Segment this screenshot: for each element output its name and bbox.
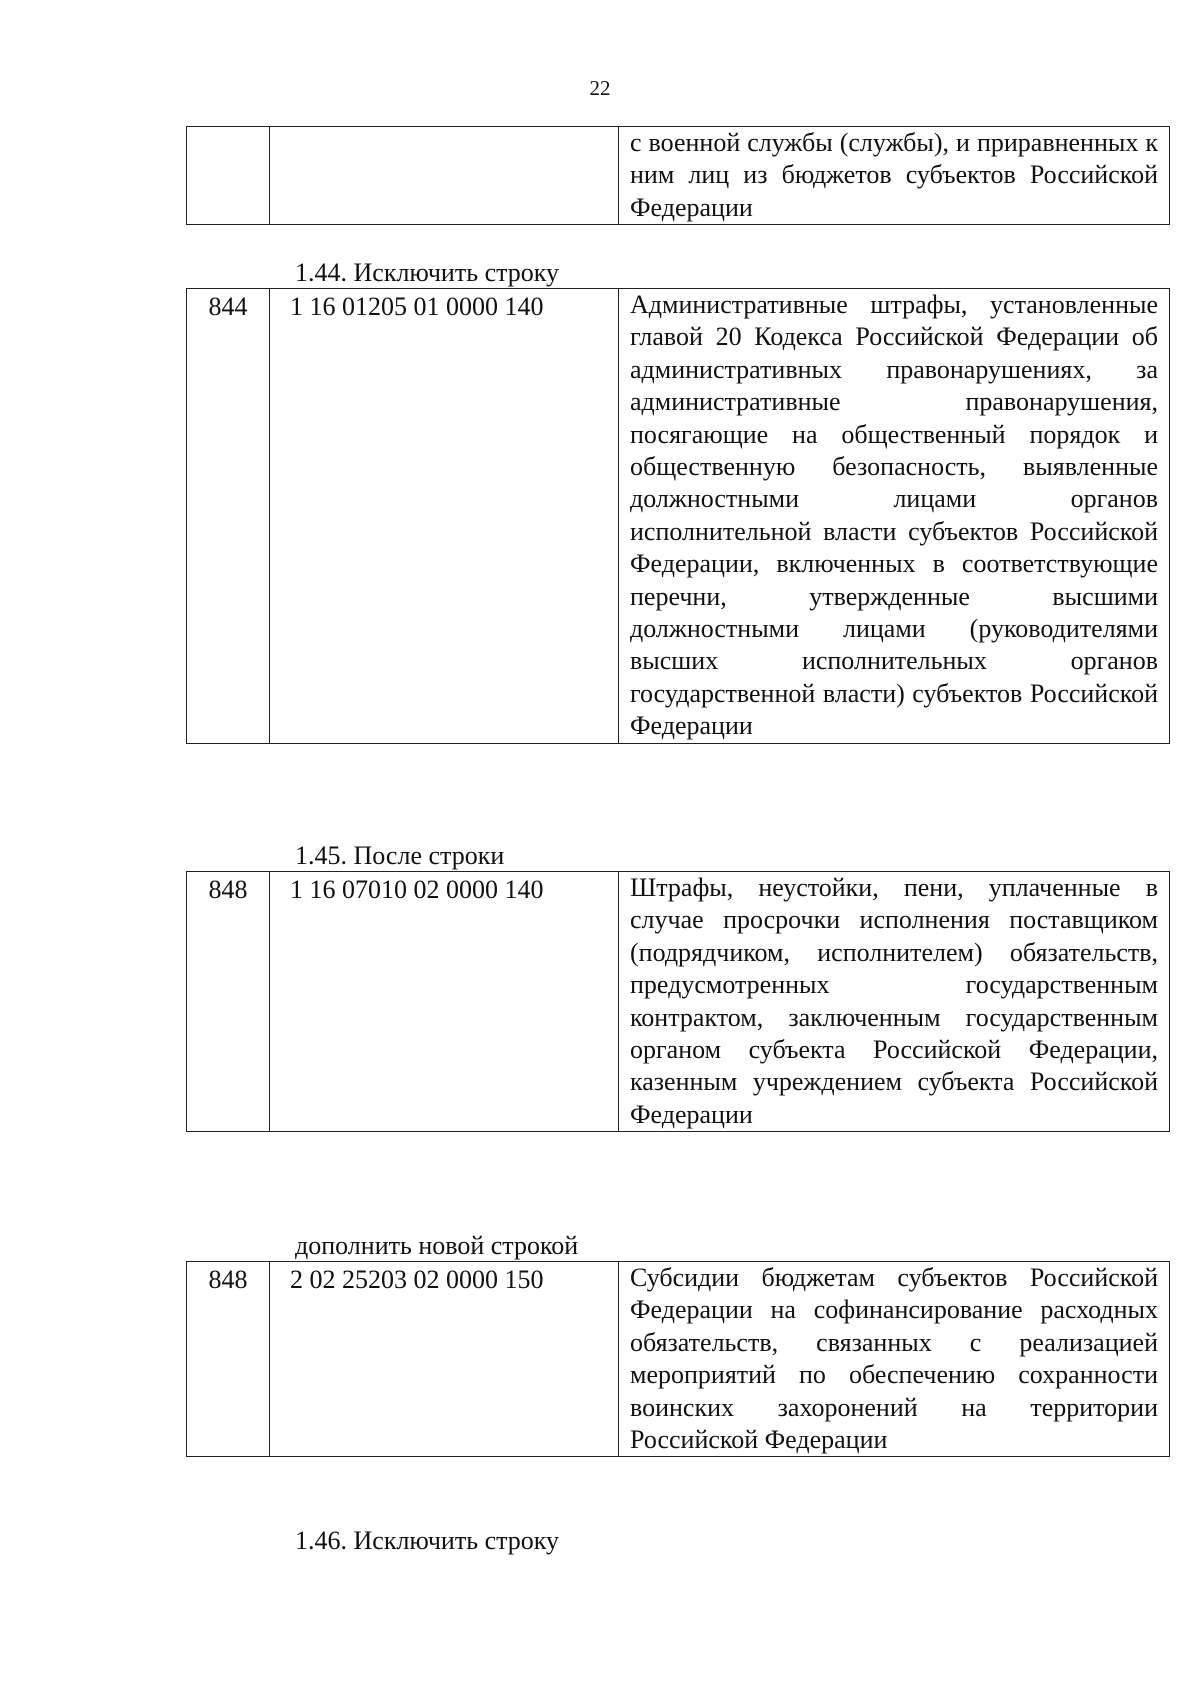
description-cell: Штрафы, неустойки, пени, уплаченные в случае просрочки исполнения поставщиком (подрядчиком, исполнителем) обязательств, предусмотренных государственным контрактом, заключенным государственным органом субъекта Российской Федерации, казенным учреждением субъекта Российской Федерации — [619, 872, 1170, 1132]
section-caption-new-row: дополнить новой строкой — [295, 1231, 579, 1260]
table-row — [187, 289, 1170, 744]
description-cell: Субсидии бюджетам субъектов Российской Федерации на софинансирование расходных обязательств, связанных с реализацией мероприятий по обеспечению сохранности воинских захоронений на территории Российской Федерации — [619, 1262, 1170, 1457]
description-cell: с военной службы (службы), и приравненных к ним лиц из бюджетов субъектов Российской Федерации — [619, 127, 1170, 225]
kbk-cell — [270, 127, 619, 225]
admin-code-cell: 844 — [187, 289, 270, 744]
table-new-row — [186, 1261, 1170, 1457]
table-1-45 — [186, 871, 1170, 1132]
admin-code-cell: 848 — [187, 1262, 270, 1457]
section-caption-1-46: 1.46. Исключить строку — [295, 1526, 560, 1555]
continuation-table — [186, 126, 1170, 225]
kbk-cell: 2 02 25203 02 0000 150 — [270, 1262, 619, 1457]
kbk-cell: 1 16 07010 02 0000 140 — [270, 872, 619, 1132]
admin-code-cell — [187, 127, 270, 225]
table-row — [187, 872, 1170, 1132]
section-caption-1-44: 1.44. Исключить строку — [295, 258, 560, 287]
page-number: 22 — [589, 76, 611, 100]
description-cell: Административные штрафы, установленные главой 20 Кодекса Российской Федерации об административных правонарушениях, за административные правонарушения, посягающие на общественный порядок и общественную безопасность, выявленные должностными лицами органов исполнительной власти субъектов Российской Федерации, включенных в соответствующие перечни, утвержденные высшими должностными лицами (руководителями высших исполнительных органов государственной власти) субъектов Российской Федерации — [619, 289, 1170, 744]
table-row — [187, 127, 1170, 225]
admin-code-cell: 848 — [187, 872, 270, 1132]
table-row — [187, 1262, 1170, 1457]
table-1-44 — [186, 288, 1170, 744]
section-caption-1-45: 1.45. После строки — [295, 841, 505, 870]
kbk-cell: 1 16 01205 01 0000 140 — [270, 289, 619, 744]
